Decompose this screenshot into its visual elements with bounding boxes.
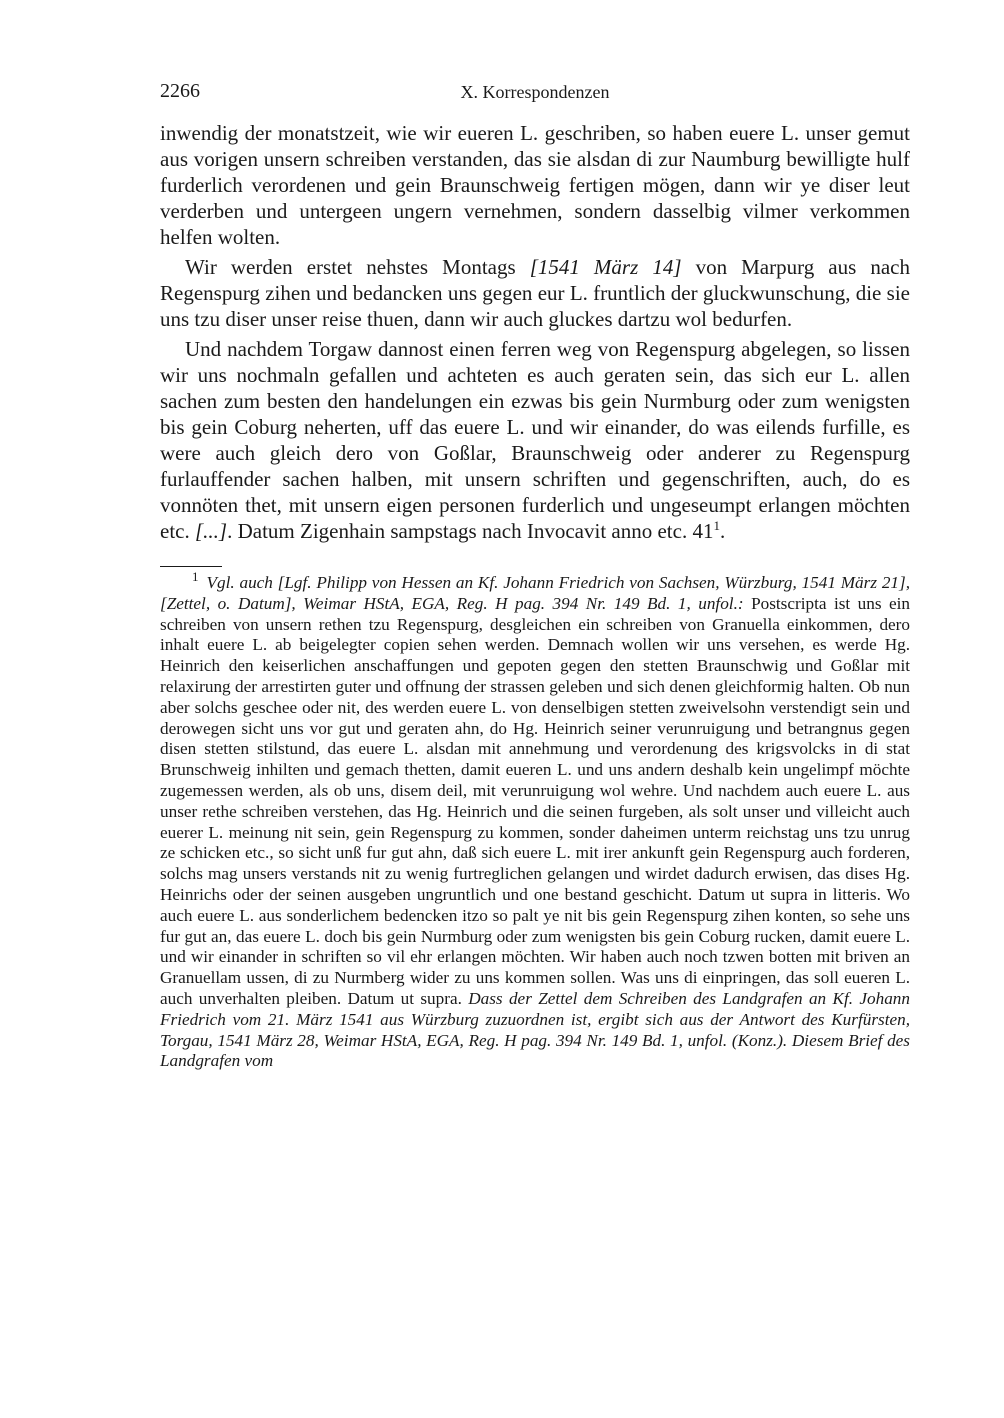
paragraph-2-text-end: von Marpurg aus nach Regenspurg zihen und bedancken uns gegen eur L. fruntlich der gluckwunschung, die sie uns tzu diser unser reise thuen, dann wir auch gluckes dartzu wol bedurfen.	[160, 255, 910, 331]
footnote-reference: 1	[713, 518, 720, 533]
chapter-title: X. Korrespondenzen	[460, 82, 610, 102]
editorial-date: [1541 März 14]	[529, 255, 682, 279]
paragraph-2-text-start: Wir werden erstet nehstes Montags	[185, 255, 530, 279]
footnote-text: Postscripta ist uns ein schreiben von unsern rethen tzu Regenspurg, desgleichen ein schreiben von Granuella einkommen, dero inhalt euere L. ab beigelegter copien sehen werden. Demnach wollen wir uns versehen, es werde Hg. Heinrich den keiserlichen anschaffungen und gepoten gegen den stetten Braunschwig und Goßlar mit relaxirung der arrestirten guter und offnung der strassen geleben und sich denen gleichformig halten. Ob nun aber solchs geschee oder nit, des werden euere L. von denselbigen stetten zweivelsohn verstendigt sein und derowegen sicht uns vor gut und geraten ahn, do Hg. Heinrich seiner verunruigung und betrangnus gegen disen stetten stilstund, das euere L. alsdan mit annehmung und verordenung des krigsvolcks in di stat Brunschweig inhilten und gemach thetten, damit eueren L. und uns andern deshalb kein ungelimpf möchte zugemessen werden, als ob uns, disem deil, mit verunruigung wol wehre. Und nachdem auch euere L. aus unser rethe schreiben verstehen, das Hg. Heinrich und die seinen furgeben, als solt unser und villeicht auch euerer L. meinung nit sein, gein Regenspurg zu kommen, sonder daheimen unterm reichstag uns tzu unrug ze schicken etc., so sicht unß fur gut ahn, daß sich euere L. mit irer ankunft gein Regenspurg auch forderen, solchs mag unsers verstands nit zu wenig furtreglichen gelangen und wirdet dadurch erwisen, das dises Hg. Heinrichs oder der seinen ausgeben ungruntlich und one bestand geschicht. Datum ut supra in litteris. Wo auch euere L. aus sonderlichem bedencken itzo so palt ye nit bis gein Regenspurg zihen konten, so sehe uns fur gut an, das euere L. doch bis gein Nurmburg oder zum wenigsten bis gein Coburg rucken, damit euere L. und wir einander in schriften so vil ehr erlangen möchten. Wir haben auch noch tzwen botten mit briven an Granuellam ussen, di zu Nurmberg wider zu uns kommen sollen. Was uns di einpringen, das soll eueren L. auch unverhalten pleiben. Datum ut supra.	[160, 593, 910, 1008]
main-text	[160, 120, 910, 544]
footnote-separator	[160, 566, 222, 567]
footnote-italic-outro: Dass der Zettel dem Schreiben des Landgrafen an Kf. Johann Friedrich vom 21. März 1541 aus Würzburg zuzuordnen ist, ergibt sich aus der Antwort des Kurfürsten, Torgau, 1541 März 28, Weimar HStA, EGA, Reg. H pag. 394 Nr. 149 Bd. 1, unfol. (Konz.). Diesem Brief des Landgrafen vom	[160, 988, 910, 1071]
paragraph-2	[160, 254, 910, 332]
paragraph-3	[160, 336, 910, 544]
running-head	[160, 80, 910, 110]
paragraph-3-text-start: Und nachdem Torgaw dannost einen ferren weg von Regenspurg abgelegen, so lissen wir uns nochmaln gefallen und achteten es auch geraten sein, das sich eur L. allen sachen zum besten den handelungen ein ezwas bis gein Nurmburg oder zum wenigsten bis gein Coburg neherten, uff das euere L. und wir einander, do was eilends furfille, es were auch gleich dero von Goßlar, Braunschweig oder anderer zu Regenspurg furlauffender sachen halben, mit unsern schriften und gegenschriften, auch, do es vonnöten thet, mit unsern eigen personen furderlich und ungeseumpt erlangen möchten etc.	[160, 337, 910, 543]
paragraph-1: inwendig der monatstzeit, wie wir eueren L. geschriben, so haben euere L. unser gemut aus vorigen unsern schreiben verstanden, das sie alsdan di zur Naumburg bewilligte hulf furderlich verordenen und gein Braunschweig fertigen mögen, dann wir ye diser leut verderben und untergeen ungern vernehmen, sondern dasselbig vilmer verkommen helfen wolten.	[160, 121, 910, 249]
page-number: 2266	[160, 80, 200, 102]
footnote-italic-intro: Vgl. auch [Lgf. Philipp von Hessen an Kf. Johann Friedrich von Sachsen, Würzburg, 1541 März 21], [Zettel, o. Datum], Weimar HStA, EGA, Reg. H pag. 394 Nr. 149 Bd. 1, unfol.:	[160, 573, 910, 613]
paragraph-3-period: .	[719, 519, 726, 543]
page	[160, 80, 910, 1072]
paragraph-3-text-end: . Datum Zigenhain sampstags nach Invocavit anno etc. 41	[227, 519, 714, 543]
footnote-marker: 1	[192, 569, 199, 585]
footnote-1	[160, 569, 910, 1072]
editorial-omission: [...]	[194, 519, 228, 543]
